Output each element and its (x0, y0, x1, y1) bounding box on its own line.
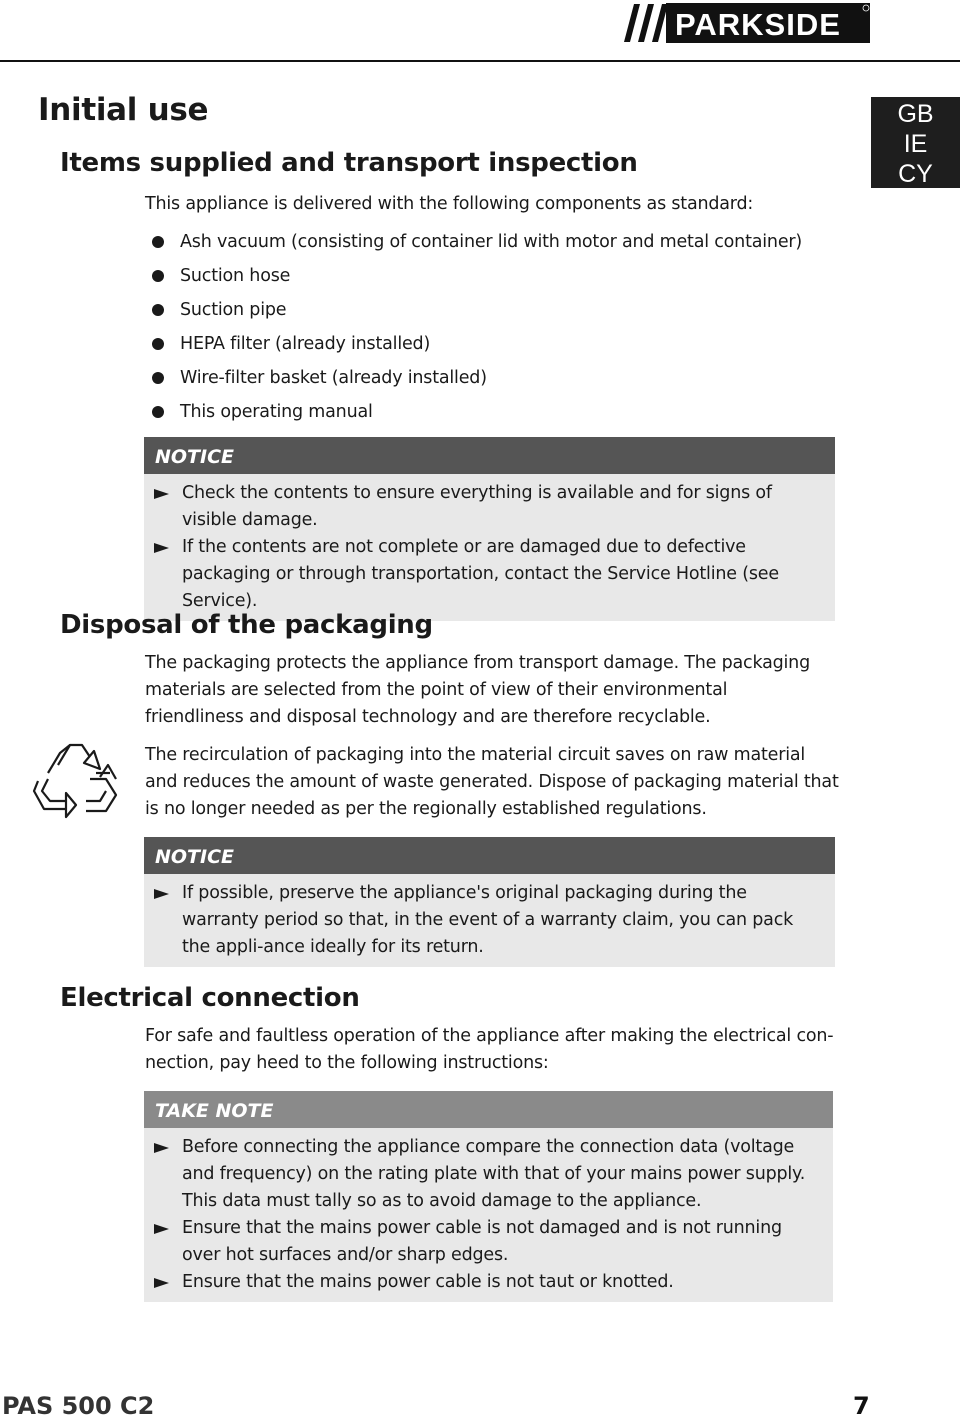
lang-code-cy: CY (898, 160, 933, 188)
list-item (150, 398, 802, 432)
bullet-icon (152, 270, 164, 282)
arrow-icon (154, 489, 169, 499)
language-tab (871, 97, 960, 188)
take-note-text: Ensure that the mains power cable is not damaged and is not running over hot surfaces and/or sharp edges. (182, 1218, 782, 1265)
bullet-icon (152, 304, 164, 316)
take-note-text: Ensure that the mains power cable is not taut or knotted. (182, 1272, 674, 1292)
arrow-icon (154, 543, 169, 553)
notice-point (144, 880, 825, 961)
brand-text: PARKSIDE (675, 7, 841, 42)
take-note-point (144, 1215, 823, 1269)
notice-text: If possible, preserve the appliance's original packaging during the warranty period so that, in the event of a warranty claim, you can pack the appli-ance ideally for its return. (182, 883, 794, 957)
notice-label: NOTICE (144, 437, 835, 474)
list-item (150, 262, 802, 296)
page-title: Initial use (38, 92, 209, 128)
heading-disposal: Disposal of the packaging (60, 610, 433, 640)
disposal-paragraph-1: The packaging protects the appliance from transport damage. The packaging materials are selected from the point of view of their environmental friendliness and disposal technology and are therefore recyclable. (145, 653, 810, 727)
list-item (150, 364, 802, 398)
bullet-icon (152, 372, 164, 384)
notice-box-disposal (144, 837, 835, 967)
list-item (150, 228, 802, 262)
page-number: 7 (853, 1392, 870, 1420)
item-text: HEPA filter (already installed) (180, 334, 431, 354)
arrow-icon (154, 889, 169, 899)
item-text: Ash vacuum (consisting of container lid with motor and metal container) (180, 232, 803, 252)
take-note-point (144, 1269, 823, 1296)
item-text: This operating manual (180, 402, 373, 422)
disposal-paragraph-2: The recirculation of packaging into the material circuit saves on raw material and reduces the amount of waste generated. Dispose of packaging material that is no longer needed as per the regionally established regulations. (145, 745, 839, 819)
electrical-intro: For safe and faultless operation of the appliance after making the electrical con-nection, pay heed to the following instructions: (145, 1026, 834, 1073)
list-item (150, 296, 802, 330)
lang-code-gb: GB (897, 100, 934, 128)
bullet-icon (152, 236, 164, 248)
bullet-icon (152, 406, 164, 418)
notice-label: NOTICE (144, 837, 835, 874)
lang-code-ie: IE (903, 130, 928, 158)
take-note-text: Before connecting the appliance compare the connection data (voltage and frequency) on the rating plate with that of your mains power supply. This data must tally so as to avoid damage to the appliance. (182, 1137, 806, 1211)
notice-point (144, 534, 825, 615)
parkside-logo (618, 2, 872, 44)
items-intro: This appliance is delivered with the following components as standard: (145, 194, 754, 214)
header-rule (0, 60, 960, 62)
item-text: Suction hose (180, 266, 291, 286)
arrow-icon (154, 1278, 169, 1288)
arrow-icon (154, 1224, 169, 1234)
item-text: Wire-filter basket (already installed) (180, 368, 487, 388)
bullet-icon (152, 338, 164, 350)
take-note-point (144, 1134, 823, 1215)
take-note-label: TAKE NOTE (144, 1091, 833, 1128)
heading-electrical: Electrical connection (60, 983, 360, 1013)
recycle-icon (30, 735, 120, 819)
notice-box-items (144, 437, 835, 621)
footer-model: PAS 500 C2 (2, 1392, 155, 1420)
take-note-box (144, 1091, 833, 1302)
notice-text: Check the contents to ensure everything is available and for signs of visible damage. (182, 483, 772, 530)
notice-text: If the contents are not complete or are damaged due to defective packaging or through transportation, contact the Service Hotline (see Service). (182, 537, 779, 611)
list-item (150, 330, 802, 364)
item-text: Suction pipe (180, 300, 287, 320)
heading-items-supplied: Items supplied and transport inspection (60, 148, 638, 178)
items-list (150, 228, 802, 432)
arrow-icon (154, 1143, 169, 1153)
notice-point (144, 480, 825, 534)
